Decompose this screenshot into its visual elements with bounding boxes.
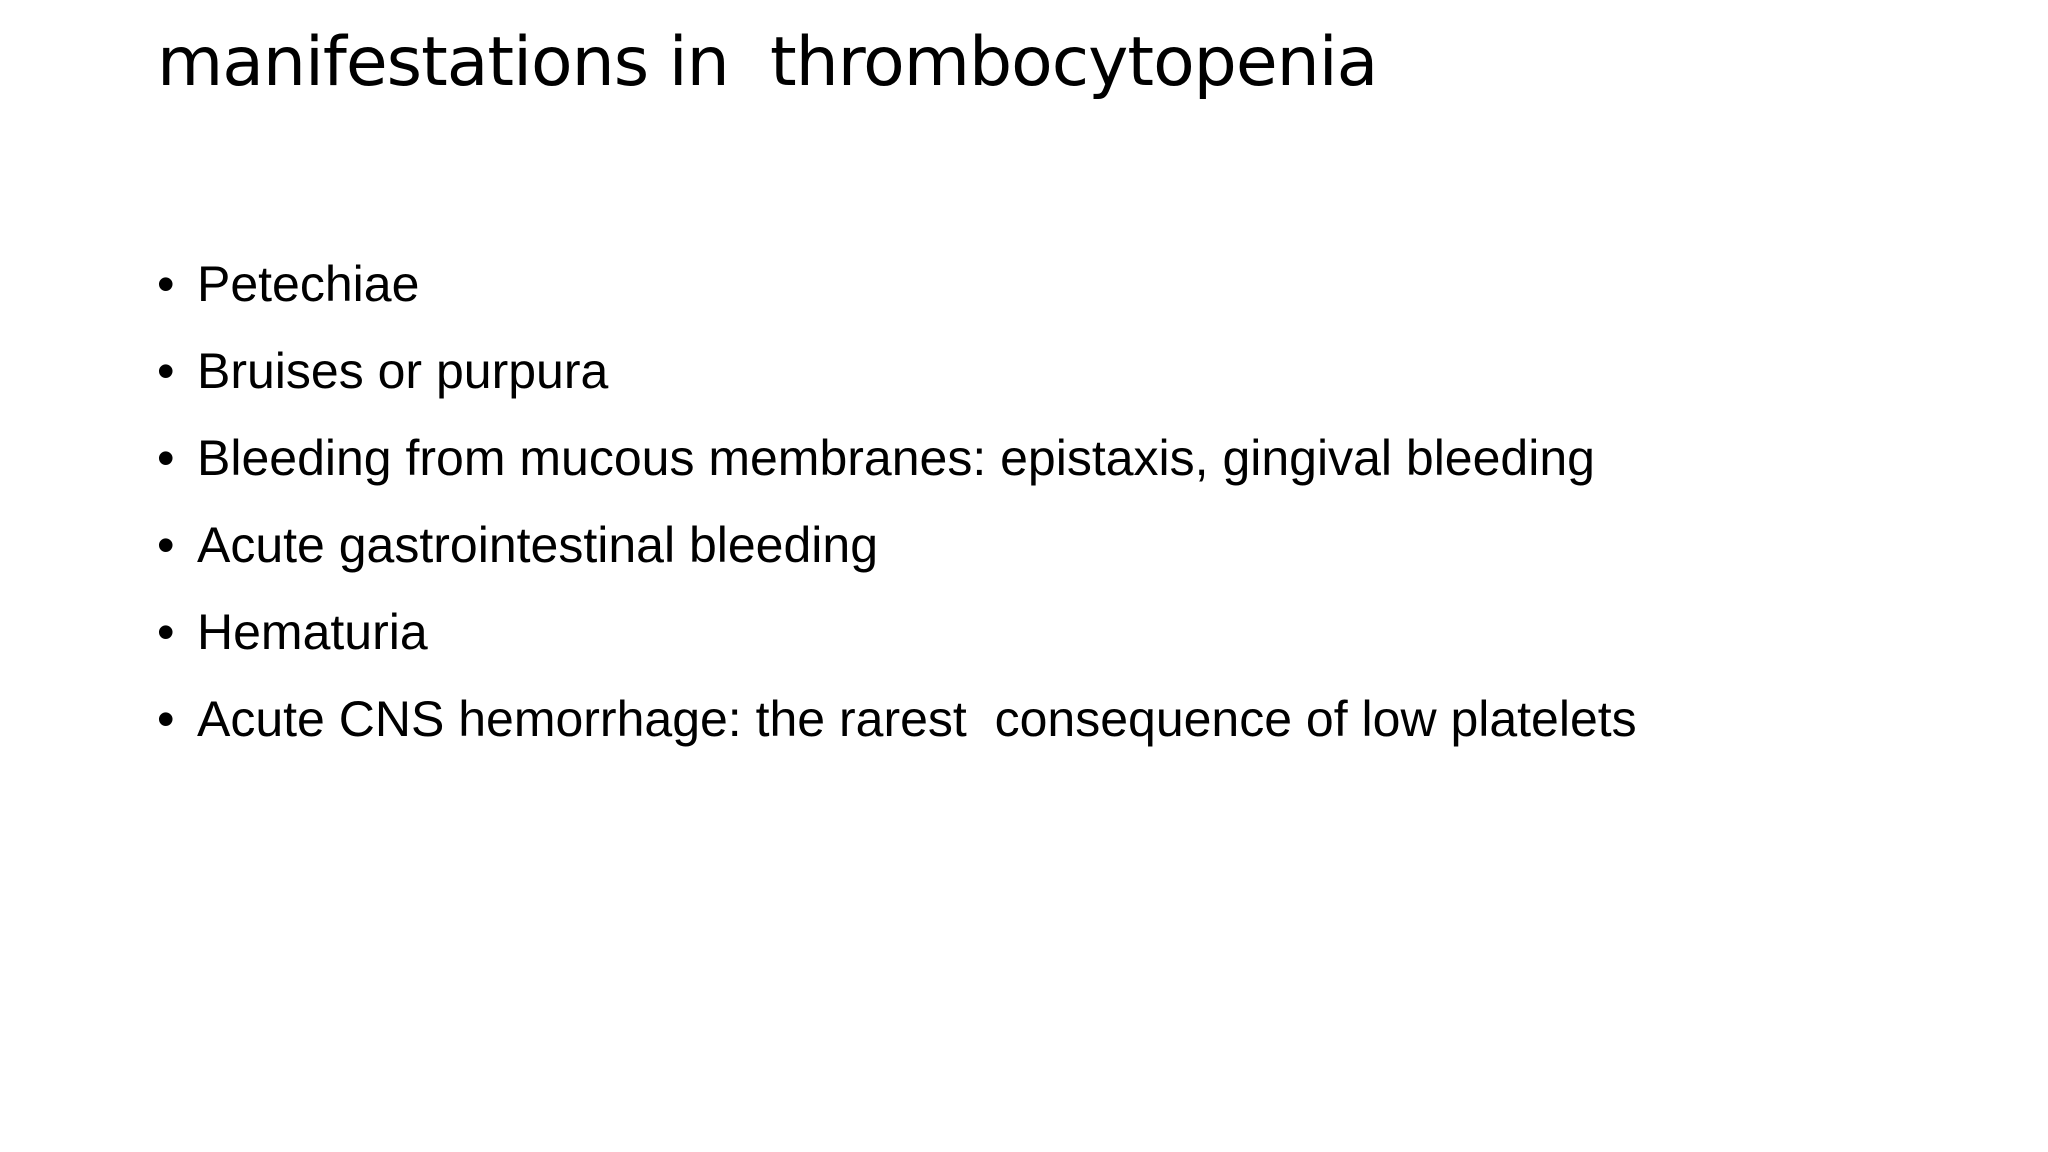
bullet-dot-icon: •: [157, 430, 175, 486]
bullet-text: Acute gastrointestinal bleeding: [197, 517, 879, 573]
bullet-dot-icon: •: [157, 256, 175, 312]
list-item: [157, 418, 1637, 505]
list-item: [157, 505, 1637, 592]
bullet-dot-icon: •: [157, 517, 175, 573]
slide-title: manifestations in thrombocytopenia: [157, 23, 1378, 102]
bullet-text: Bruises or purpura: [197, 343, 609, 399]
bullet-text: Hematuria: [197, 604, 428, 660]
bullet-dot-icon: •: [157, 604, 175, 660]
bullet-dot-icon: •: [157, 691, 175, 747]
list-item: [157, 679, 1637, 766]
bullet-text: Acute CNS hemorrhage: the rarest consequence of low platelets: [197, 691, 1637, 747]
bullet-dot-icon: •: [157, 343, 175, 399]
list-item: [157, 331, 1637, 418]
list-item: [157, 244, 1637, 331]
list-item: [157, 592, 1637, 679]
bullet-text: Bleeding from mucous membranes: epistaxis, gingival bleeding: [197, 430, 1595, 486]
bullet-text: Petechiae: [197, 256, 420, 312]
bullet-list: [157, 244, 1637, 766]
